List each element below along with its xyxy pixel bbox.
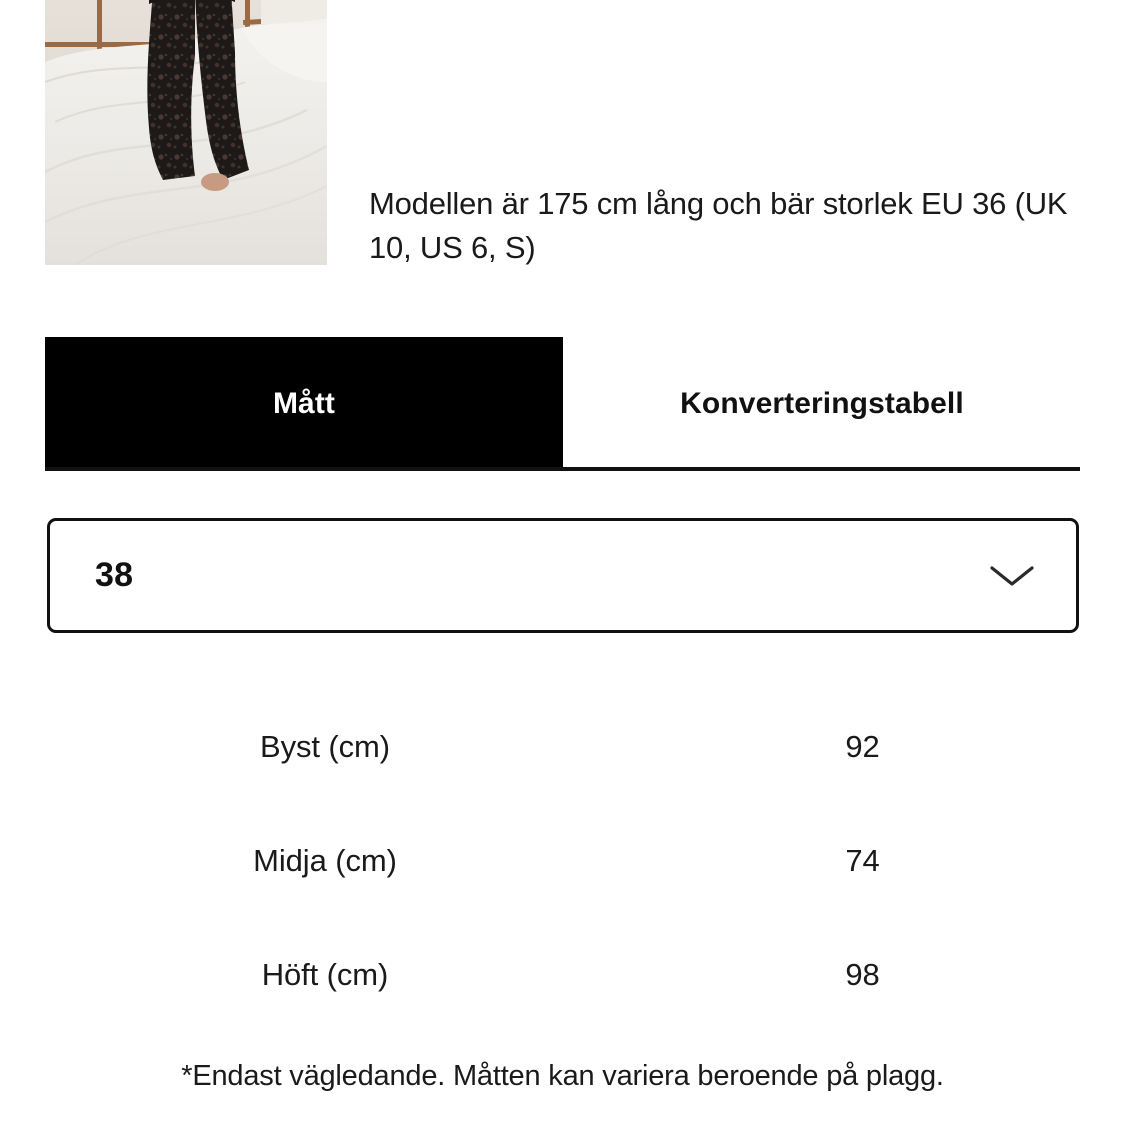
measurements-footnote: *Endast vägledande. Måtten kan variera beroende på plagg. bbox=[181, 1060, 944, 1092]
table-row bbox=[45, 918, 1080, 1032]
model-description: Modellen är 175 cm lång och bär storlek EU 36 (UK 10, US 6, S) bbox=[369, 186, 1068, 266]
measurements-table bbox=[45, 690, 1080, 1032]
model-info-section bbox=[0, 0, 1125, 300]
table-row bbox=[45, 804, 1080, 918]
measure-label-midja: Midja (cm) bbox=[253, 843, 397, 878]
product-photo-icon bbox=[45, 0, 327, 265]
measure-value-hoft: 98 bbox=[845, 957, 880, 992]
chevron-down-icon[interactable] bbox=[988, 562, 1036, 590]
size-guide-tabs bbox=[45, 337, 1080, 470]
size-select[interactable] bbox=[47, 518, 1079, 633]
tab-konverteringstabell[interactable]: Konverteringstabell bbox=[563, 337, 1081, 470]
product-image[interactable] bbox=[45, 0, 327, 265]
size-select-value: 38 bbox=[95, 556, 134, 594]
tab-matt[interactable]: Mått bbox=[45, 337, 563, 470]
measure-value-byst: 92 bbox=[845, 729, 880, 764]
measure-label-byst: Byst (cm) bbox=[260, 729, 390, 764]
table-row bbox=[45, 690, 1080, 804]
tabs-underline bbox=[45, 467, 1080, 471]
measure-label-hoft: Höft (cm) bbox=[261, 957, 389, 992]
measure-value-midja: 74 bbox=[845, 843, 880, 878]
